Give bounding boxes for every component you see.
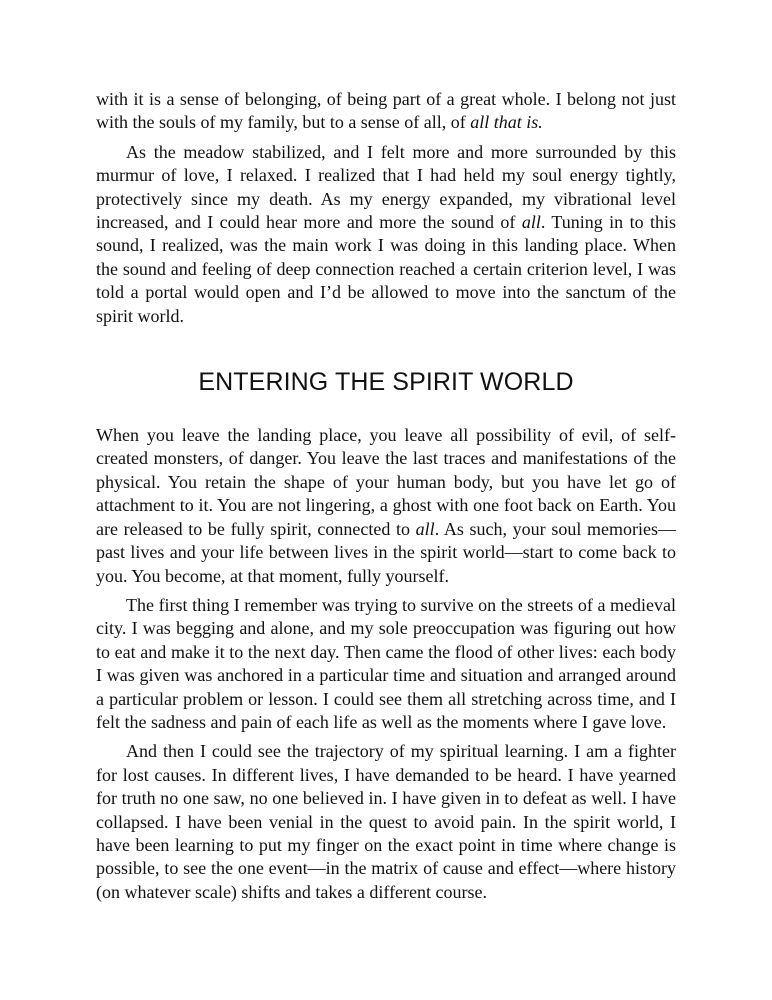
- book-page: [96, 88, 676, 904]
- paragraph-leaving-landing-place: [96, 424, 676, 588]
- paragraph-text-tail: . Tuning in to this sound, I realized, was the main work I was doing in this landing place. When the sound and feeling of deep connection reached a certain criterion level, I was told a portal would open and I’d be allowed to move into the sanctum of the spirit world.: [96, 212, 676, 326]
- paragraph-first-memory: The first thing I remember was trying to survive on the streets of a medieval city. I was begging and alone, and my sole preoccupation was figuring out how to eat and make it to the next day. Then came the flood of other lives: each body I was given was anchored in a particular time and situation and arranged around a particular problem or lesson. I could see them all stretching across time, and I felt the sadness and pain of each life as well as the moments where I gave love.: [96, 594, 676, 732]
- paragraph-text: with it is a sense of belonging, of being part of a great whole. I belong not just with the souls of my family, but to a sense of all, of: [96, 89, 676, 133]
- paragraph-text: As the meadow stabilized, and I felt more and more surrounded by this murmur of love, I relaxed. I realized that I had held my soul energy tightly, protectively since my death. As my energy expanded, my vibrational level increased, and I could hear more and more the sound of: [96, 141, 676, 233]
- paragraph-text: When you leave the landing place, you leave all possibility of evil, of self-created monsters, of danger. You leave the last traces and manifestations of the physical. You retain the shape of your human body, but you have let go of attachment to it. You are not lingering, a ghost with one foot back on Earth. You are released to be fully spirit, connected to: [96, 425, 676, 539]
- paragraph-spiritual-trajectory: And then I could see the trajectory of my spiritual learning. I am a fighter for lost causes. In different lives, I have demanded to be heard. I have yearned for truth no one saw, no one believed in. I have given in to defeat as well. I have collapsed. I have been venial in the quest to avoid pain. In the spirit world, I have been learning to put my finger on the exact point in time where change is possible, to see the one event—in the matrix of cause and effect—where history (on whatever scale) shifts and takes a different course.: [96, 741, 676, 902]
- section-heading: ENTERING THE SPIRIT WORLD: [198, 368, 574, 397]
- emphasis-text: all that is.: [470, 112, 543, 133]
- paragraph-text-tail: . As such, your soul memories—past lives and your life between lives in the spirit world—start to come back to you. You become, at that moment, fully yourself.: [96, 518, 676, 586]
- emphasis-text: all: [521, 212, 541, 233]
- paragraph-belonging: [96, 88, 676, 135]
- paragraph-meadow: [96, 141, 676, 328]
- emphasis-text: all: [415, 518, 435, 539]
